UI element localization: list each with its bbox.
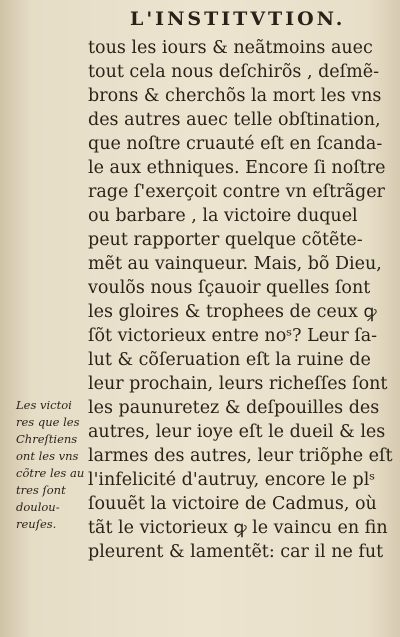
text-line: ſouuẽt la victoire de Cadmus, où (88, 494, 377, 514)
text-line: des autres auec telle obſtination, (88, 110, 381, 130)
text-line: peut rapporter quelque cõtẽte- (88, 230, 363, 250)
text-line: que noſtre cruauté eſt en ſcanda- (88, 134, 383, 154)
text-line: l'infelicité d'autruy, encore le plˢ (88, 470, 376, 490)
text-line: lut & cõſeruation eſt la ruine de (88, 350, 371, 370)
margin-note-line: Les victoi (16, 398, 72, 412)
running-head: L'INSTITVTION. (130, 8, 346, 30)
margin-note-line: tres ſont (16, 483, 66, 497)
margin-note-line: doulou- (16, 500, 60, 514)
margin-note-line: res que les (16, 415, 80, 429)
text-line: ou barbare , la victoire duquel (88, 206, 358, 226)
margin-note-line: ont les vns (16, 449, 79, 463)
text-line: pleurent & lamentẽt: car il ne fut (88, 542, 384, 562)
text-line: les paunuretez & deſpouilles des (88, 398, 380, 418)
text-line: tous les iours & neãtmoins auec (88, 38, 373, 58)
text-line: larmes des autres, leur triõphe eſt (88, 446, 393, 466)
text-line: tout cela nous deſchirõs , deſmẽ- (88, 62, 379, 82)
text-line: ſõt victorieux entre noˢ? Leur ſa- (88, 326, 378, 346)
text-line: rage ſ'exerçoit contre vn eſtrãger (88, 182, 385, 202)
text-line: autres, leur ioye eſt le dueil & les (88, 422, 386, 442)
text-line: mẽt au vainqueur. Mais, bõ Dieu, (88, 254, 382, 274)
text-line: voulõs nous ſçauoir quelles ſont (88, 278, 371, 298)
text-line: brons & cherchõs la mort les vns (88, 86, 382, 106)
text-line: les gloires & trophees de ceux ꝙ (88, 302, 377, 322)
margin-note-line: Chreſtiens (16, 432, 78, 446)
text-line: le aux ethniques. Encore ſi noſtre (88, 158, 386, 178)
margin-note-line: reuſes. (16, 517, 57, 531)
text-line: tãt le victorieux ꝙ le vaincu en fin (88, 518, 388, 538)
text-line: leur prochain, leurs richeſſes ſont (88, 374, 388, 394)
margin-note-line: cõtre les au (16, 466, 85, 480)
